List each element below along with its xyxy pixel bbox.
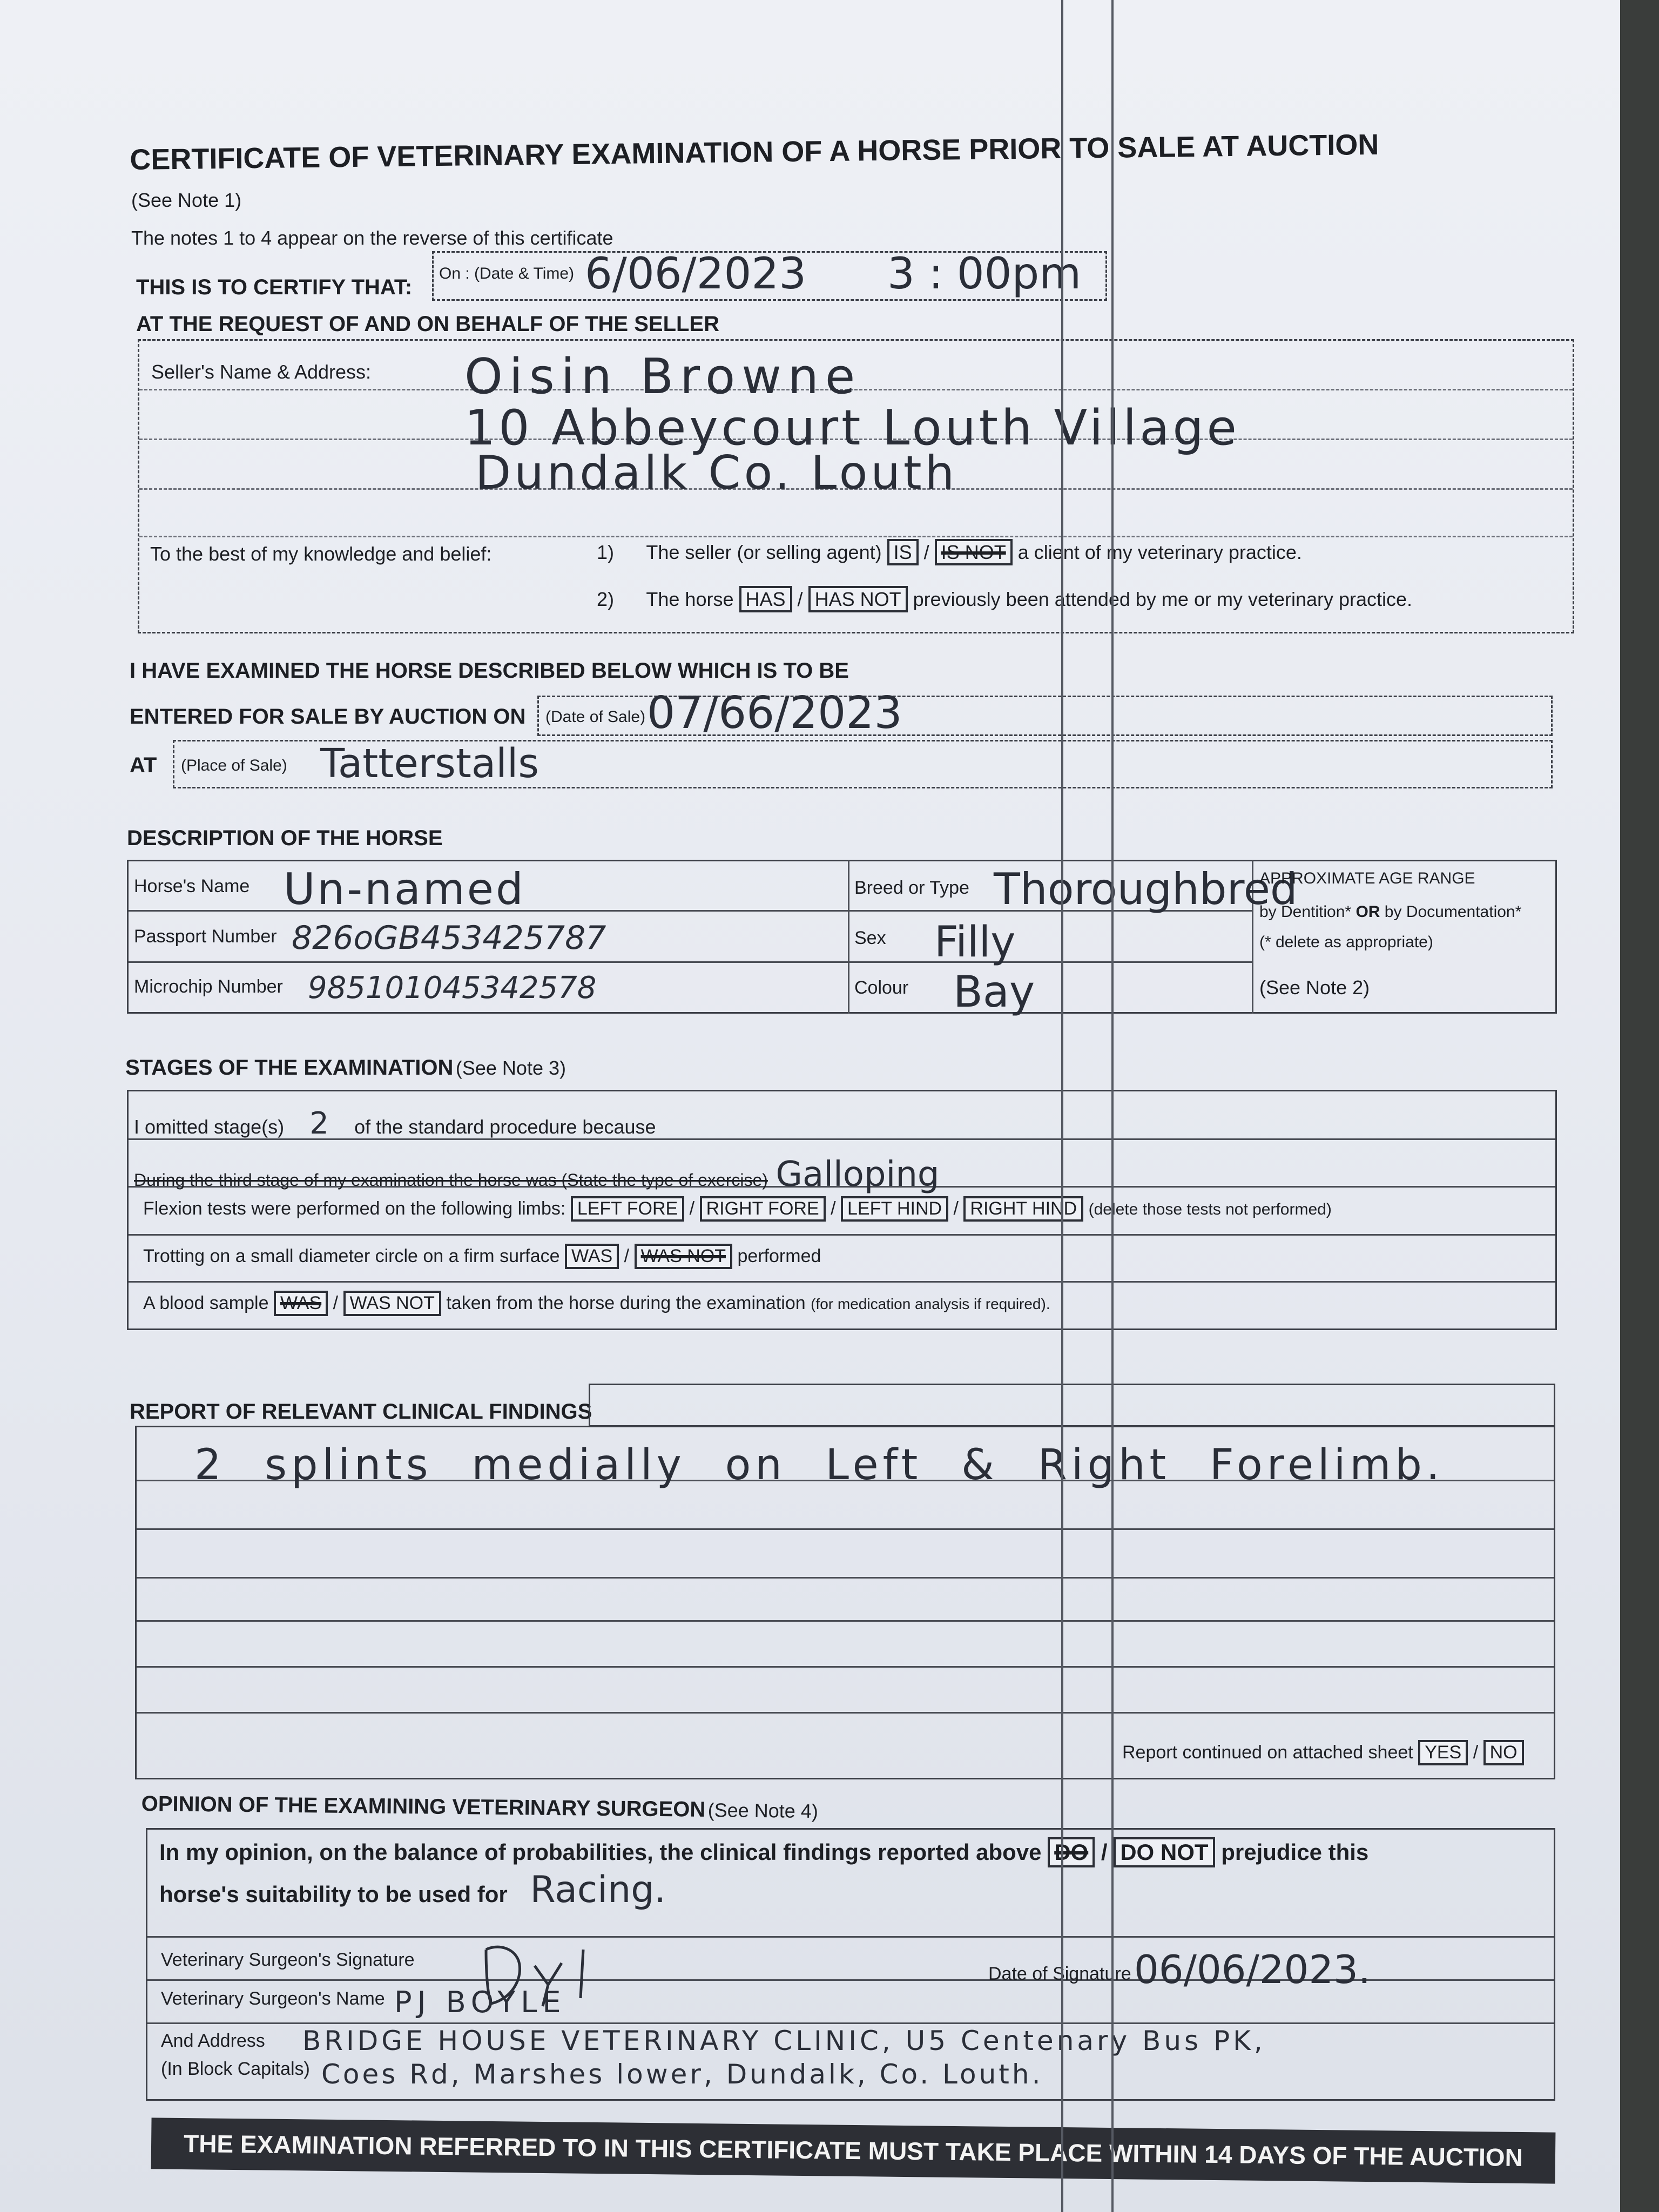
report-heading-box [589, 1384, 1555, 1427]
attended-statement: The horse [646, 588, 734, 610]
blood-row [143, 1291, 1050, 1316]
flexion-sep-2: / [831, 1198, 836, 1219]
trot-pre: Trotting on a small diameter circle on a firm surface [143, 1246, 560, 1266]
report-continued-no[interactable]: NO [1483, 1740, 1524, 1765]
blood-was-option[interactable]: WAS [274, 1291, 328, 1316]
date-of-signature-label: Date of Signature [988, 1964, 1131, 1984]
passport-value[interactable]: 826oGB453425787 [292, 919, 606, 957]
attended-statement-end: previously been attended by me or my veterinary practice. [913, 588, 1413, 610]
flexion-pre: Flexion tests were performed on the following limbs: [143, 1198, 566, 1219]
seller-address-line2[interactable]: Dundalk Co. Louth [475, 446, 958, 500]
knowledge-item-1 [597, 539, 1302, 565]
client-statement: The seller (or selling agent) [646, 541, 882, 563]
knowledge-num-1: 1) [597, 541, 615, 563]
omitted-pre: I omitted stage(s) [134, 1116, 285, 1138]
opinion-text-post: prejudice this [1221, 1839, 1369, 1865]
age-range-line2 [1259, 903, 1521, 921]
knowledge-label: To the best of my knowledge and belief: [150, 543, 492, 565]
place-of-sale-field[interactable] [173, 740, 1553, 788]
notes-line: The notes 1 to 4 appear on the reverse of this certificate [131, 227, 613, 249]
seller-name[interactable]: Oisin Browne [464, 348, 862, 405]
exam-time-value: 3 : 00pm [887, 248, 1082, 299]
age-by-dentition[interactable]: by Dentition* [1259, 903, 1352, 921]
opinion-sep: / [1101, 1839, 1108, 1865]
at-label: AT [130, 753, 157, 777]
omitted-value[interactable]: 2 [309, 1106, 329, 1141]
third-stage-row [134, 1155, 940, 1195]
request-line: AT THE REQUEST OF AND ON BEHALF OF THE SELLER [136, 312, 719, 336]
trot-was-option[interactable]: WAS [565, 1244, 619, 1269]
opinion-heading-note: (See Note 4) [707, 1798, 819, 1823]
flexion-sep-1: / [689, 1198, 695, 1219]
page-title: CERTIFICATE OF VETERINARY EXAMINATION OF A HORSE PRIOR TO SALE AT AUCTION [130, 128, 1379, 176]
third-stage-text: During the third stage of my examination the horse was (State the type of exercise) [134, 1170, 768, 1190]
opinion-do-not-option[interactable]: DO NOT [1114, 1837, 1215, 1867]
vet-address-line2[interactable]: Coes Rd, Marshes lower, Dundalk, Co. Louth. [321, 2059, 1043, 2090]
opinion-heading-text: OPINION OF THE EXAMINING VETERINARY SURGEON [141, 1792, 706, 1822]
attended-has-not-option[interactable]: HAS NOT [808, 586, 908, 612]
report-rule-3 [137, 1577, 1554, 1579]
flexion-right-fore[interactable]: RIGHT FORE [700, 1196, 826, 1222]
report-continued [1122, 1740, 1524, 1765]
opinion-text-line2 [159, 1869, 666, 1911]
age-or: OR [1355, 903, 1380, 921]
flexion-post: (delete those tests not performed) [1088, 1201, 1332, 1218]
seller-label: Seller's Name & Address: [151, 361, 372, 383]
age-range-note: (See Note 2) [1259, 976, 1370, 999]
knowledge-num-2: 2) [597, 588, 615, 610]
stages-heading-text: STAGES OF THE EXAMINATION [125, 1056, 454, 1080]
third-stage-value[interactable]: Galloping [775, 1155, 940, 1195]
blood-note: (for medication analysis if required). [811, 1296, 1050, 1312]
exam-date-field[interactable] [432, 248, 1107, 301]
blood-pre: A blood sample [143, 1293, 269, 1313]
date-of-signature-value[interactable]: 06/06/2023. [1134, 1947, 1371, 1992]
opinion-text-pre: In my opinion, on the balance of probabilities, the clinical findings reported above [159, 1839, 1042, 1865]
footer-banner: THE EXAMINATION REFERRED TO IN THIS CERTIFICATE MUST TAKE PLACE WITHIN 14 DAYS OF THE AUCTION [151, 2117, 1556, 2183]
trot-sep: / [624, 1246, 630, 1266]
flexion-sep-3: / [953, 1198, 959, 1219]
date-of-sale-label: (Date of Sale) [545, 708, 646, 726]
colour-label: Colour [854, 977, 909, 998]
report-rule-5 [137, 1666, 1554, 1668]
place-of-sale-value: Tatterstalls [320, 740, 539, 787]
breed-label: Breed or Type [854, 878, 969, 898]
horse-name-value[interactable]: Un-named [284, 864, 525, 914]
date-of-sale-value: 07/66/2023 [647, 687, 902, 739]
fold-line-2 [1111, 0, 1114, 2212]
opinion-use-value[interactable]: Racing. [530, 1869, 666, 1911]
trot-row [143, 1244, 821, 1269]
seller-address-line1[interactable]: 10 Abbeycourt Louth Village [464, 400, 1240, 456]
stages-heading [125, 1056, 566, 1080]
address-label: And Address [161, 2031, 265, 2051]
stages-heading-note: (See Note 3) [455, 1057, 566, 1079]
microchip-value[interactable]: 985101045342578 [308, 970, 597, 1006]
age-range-heading: APPROXIMATE AGE RANGE [1259, 869, 1475, 887]
report-rule-2 [137, 1528, 1554, 1530]
client-statement-end: a client of my veterinary practice. [1017, 541, 1302, 563]
report-continued-label: Report continued on attached sheet [1122, 1742, 1413, 1763]
entered-label: ENTERED FOR SALE BY AUCTION ON [130, 705, 526, 729]
breed-value[interactable]: Thoroughbred [994, 864, 1298, 914]
report-rule-6 [137, 1712, 1554, 1714]
report-continued-yes[interactable]: YES [1418, 1740, 1468, 1765]
opinion-heading [141, 1792, 819, 1823]
desc-col-rule-1 [848, 860, 849, 1014]
flexion-right-hind[interactable]: RIGHT HIND [963, 1196, 1083, 1222]
trot-post: performed [737, 1246, 821, 1266]
horse-name-label: Horse's Name [134, 876, 250, 896]
fold-line-1 [1061, 0, 1063, 2212]
see-note-1: (See Note 1) [131, 189, 242, 211]
age-range-line3: (* delete as appropriate) [1259, 933, 1433, 951]
vet-name-value[interactable]: PJ BOYLE [394, 1985, 567, 2019]
opinion-rule-1 [147, 1936, 1554, 1938]
flexion-left-hind[interactable]: LEFT HIND [841, 1196, 948, 1222]
report-rule-4 [137, 1620, 1554, 1622]
vet-name-label: Veterinary Surgeon's Name [161, 1988, 385, 2009]
opinion-do-option[interactable]: DO [1048, 1837, 1095, 1867]
report-continued-sep: / [1473, 1742, 1479, 1763]
flexion-left-fore[interactable]: LEFT FORE [571, 1196, 684, 1222]
report-finding-line1[interactable]: 2 splints medially on Left & Right Forelimb. [194, 1441, 1444, 1489]
omitted-row [134, 1106, 656, 1141]
opinion-rule-3 [147, 2022, 1554, 2024]
seller-rule-4 [139, 536, 1573, 537]
client-is-not-option[interactable]: IS NOT [935, 539, 1013, 565]
sex-label: Sex [854, 928, 886, 948]
omitted-post: of the standard procedure because [354, 1116, 656, 1138]
age-by-documentation[interactable]: by Documentation* [1384, 903, 1522, 921]
blood-sep: / [333, 1293, 339, 1313]
date-of-sale-field[interactable] [537, 687, 1553, 739]
certify-label: THIS IS TO CERTIFY THAT: [136, 275, 413, 299]
blood-was-not-option[interactable]: WAS NOT [343, 1291, 441, 1316]
report-heading: REPORT OF RELEVANT CLINICAL FINDINGS [130, 1400, 592, 1424]
description-heading: DESCRIPTION OF THE HORSE [127, 826, 443, 850]
flexion-row [143, 1196, 1332, 1222]
attended-sep: / [797, 588, 803, 610]
desc-row-rule-2 [129, 961, 1252, 963]
sex-value[interactable]: Filly [934, 918, 1016, 967]
passport-label: Passport Number [134, 926, 277, 947]
place-of-sale-label: (Place of Sale) [181, 757, 287, 774]
client-sep: / [923, 541, 929, 563]
colour-value[interactable]: Bay [953, 967, 1035, 1017]
blood-post: taken from the horse during the examination [446, 1293, 806, 1313]
examined-line: I HAVE EXAMINED THE HORSE DESCRIBED BELOW WHICH IS TO BE [130, 659, 849, 683]
vet-address-line1[interactable]: BRIDGE HOUSE VETERINARY CLINIC, U5 Centenary Bus PK, [302, 2025, 1266, 2056]
exam-date-value: 6/06/2023 [585, 248, 807, 299]
trot-was-not-option[interactable]: WAS NOT [635, 1244, 732, 1269]
stage-rule-3 [129, 1234, 1555, 1236]
opinion-text-line1 [159, 1837, 1368, 1867]
opinion-use-label: horse's suitability to be used for [159, 1881, 508, 1907]
address-label-2: (In Block Capitals) [161, 2059, 310, 2079]
signature-label: Veterinary Surgeon's Signature [161, 1950, 415, 1970]
stage-rule-4 [129, 1281, 1555, 1283]
knowledge-item-2 [597, 586, 1412, 612]
on-date-label: On : (Date & Time) [439, 265, 575, 282]
microchip-label: Microchip Number [134, 976, 283, 997]
client-is-option[interactable]: IS [887, 539, 919, 565]
attended-has-option[interactable]: HAS [739, 586, 792, 612]
